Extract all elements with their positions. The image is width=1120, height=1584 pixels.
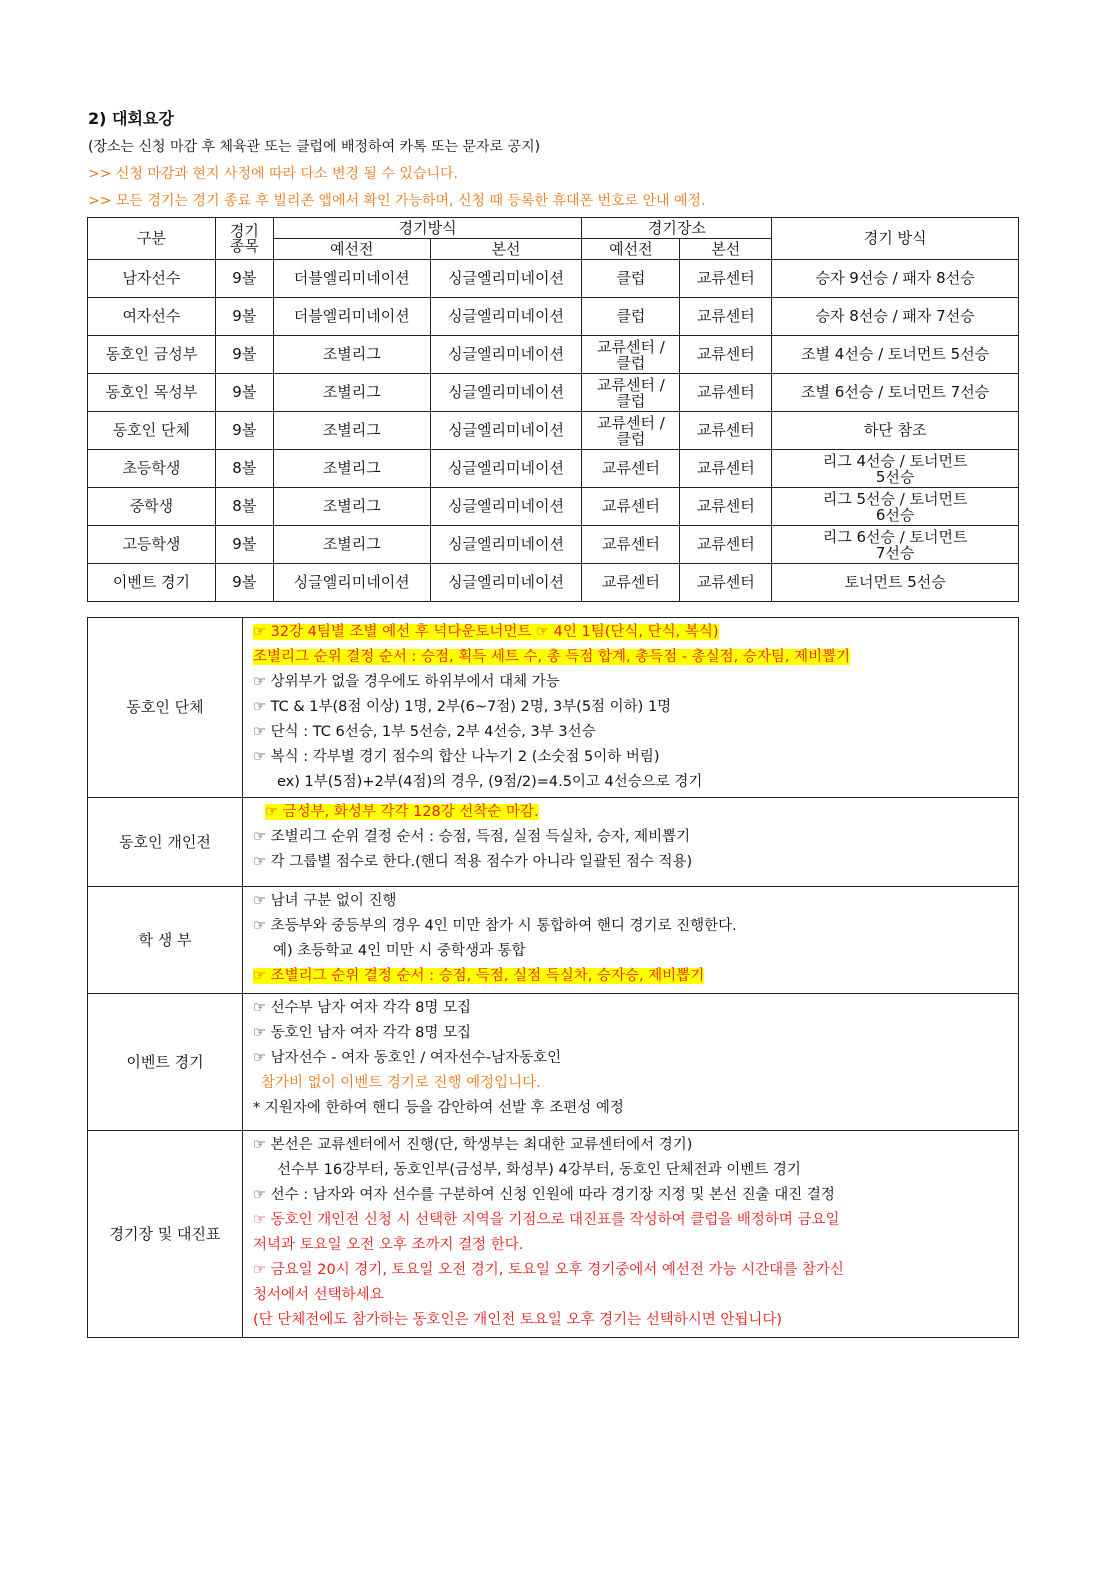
row-format: 조별 4선승 / 토너먼트 5선승 [772, 336, 1019, 374]
row-format: 토너먼트 5선승 [772, 564, 1019, 602]
venue-details [243, 1131, 1019, 1338]
event-line-5: * 지원자에 한하여 핸디 등을 감안하여 선발 후 조편성 예정 [253, 1100, 624, 1116]
row-format: 승자 8선승 / 패자 7선승 [772, 298, 1019, 336]
student-line-1: ☞ 남녀 구분 없이 진행 [253, 893, 397, 909]
row-category: 고등학생 [88, 526, 216, 564]
row-prelim-method: 조별리그 [273, 526, 430, 564]
row-prelim-venue: 교류센터 / 클럽 [582, 412, 680, 450]
team-line-1: ☞ 32강 4팀별 조별 예선 후 넉다운토너먼트 ☞ 4인 1팀(단식, 단식, 복식) [253, 624, 719, 640]
individual-line-2: ☞ 조별리그 순위 결정 순서 : 승점, 득점, 실점 득실차, 승자, 제비뽑기 [253, 829, 691, 845]
row-prelim-method: 조별리그 [273, 336, 430, 374]
venue-line-2: 선수부 16강부터, 동호인부(금성부, 화성부) 4강부터, 동호인 단체전과 이벤트 경기 [277, 1162, 801, 1178]
event-line-1: ☞ 선수부 남자 여자 각각 8명 모집 [253, 1000, 471, 1016]
table-row [88, 298, 1019, 336]
row-prelim-method: 조별리그 [273, 412, 430, 450]
row-final-venue: 교류센터 [680, 298, 772, 336]
individual-line-3: ☞ 각 그룹별 점수로 한다.(핸디 적용 점수가 아니라 일괄된 점수 적용) [253, 854, 693, 870]
table-row [88, 450, 1019, 488]
student-label: 학 생 부 [88, 887, 243, 994]
individual-line-1: ☞ 금성부, 화성부 각각 128강 선착순 마감. [265, 804, 539, 820]
row-prelim-method: 조별리그 [273, 488, 430, 526]
team-line-4: ☞ TC & 1부(8점 이상) 1명, 2부(6~7점) 2명, 3부(5점 이하) 1명 [253, 699, 672, 715]
row-ball: 9볼 [215, 374, 273, 412]
row-final-venue: 교류센터 [680, 526, 772, 564]
row-final-venue: 교류센터 [680, 450, 772, 488]
venue-label: 경기장 및 대진표 [88, 1131, 243, 1338]
venue-line-5: 저녁과 토요일 오전 오후 조까지 결정 한다. [253, 1237, 524, 1253]
team-line-5: ☞ 단식 : TC 6선승, 1부 5선승, 2부 4선승, 3부 3선승 [253, 724, 596, 740]
header-venue-prelim: 예선전 [582, 239, 680, 260]
student-line-3: 예) 초등학교 4인 미만 시 중학생과 통합 [273, 943, 526, 959]
venue-line-7: 청서에서 선택하세요 [253, 1287, 384, 1303]
row-prelim-method: 조별리그 [273, 374, 430, 412]
row-category: 초등학생 [88, 450, 216, 488]
venue-line-1: ☞ 본선은 교류센터에서 진행(단, 학생부는 최대한 교류센터에서 경기) [253, 1137, 693, 1153]
row-prelim-method: 더블엘리미네이션 [273, 298, 430, 336]
row-ball: 8볼 [215, 488, 273, 526]
table-row [88, 488, 1019, 526]
row-category: 이벤트 경기 [88, 564, 216, 602]
venue-notice: (장소는 신청 마감 후 체육관 또는 클럽에 배정하여 카톡 또는 문자로 공지) [88, 139, 541, 155]
row-prelim-method: 싱글엘리미네이션 [273, 564, 430, 602]
event-line-4: 참가비 없이 이벤트 경기로 진행 예정입니다. [261, 1075, 541, 1091]
row-category: 여자선수 [88, 298, 216, 336]
row-final-venue: 교류센터 [680, 260, 772, 298]
row-ball: 9볼 [215, 526, 273, 564]
row-final-method: 싱글엘리미네이션 [430, 564, 582, 602]
row-ball: 9볼 [215, 412, 273, 450]
row-final-method: 싱글엘리미네이션 [430, 450, 582, 488]
table-row [88, 564, 1019, 602]
row-format: 승자 9선승 / 패자 8선승 [772, 260, 1019, 298]
row-format: 하단 참조 [772, 412, 1019, 450]
team-line-2: 조별리그 순위 결정 순서 : 승점, 획득 세트 수, 총 득점 합계, 총득점 - 총실점, 승자팀, 제비뽑기 [253, 649, 851, 665]
header-method-prelim: 예선전 [273, 239, 430, 260]
app-notice: >> 모든 경기는 경기 종료 후 빌리존 앱에서 확인 가능하며, 신청 때 등록한 휴대폰 번호로 안내 예정. [88, 193, 706, 209]
row-category: 남자선수 [88, 260, 216, 298]
team-line-6: ☞ 복식 : 각부별 경기 점수의 합산 나누기 2 (소숫점 5이하 버림) [253, 749, 660, 765]
row-format: 리그 5선승 / 토너먼트 6선승 [772, 488, 1019, 526]
row-ball: 9볼 [215, 336, 273, 374]
schedule-table [87, 217, 1019, 602]
header-category: 구분 [88, 218, 216, 260]
table-row [88, 374, 1019, 412]
change-notice: >> 신청 마감과 현지 사정에 따라 다소 변경 될 수 있습니다. [88, 166, 458, 182]
header-method: 경기방식 [273, 218, 582, 239]
row-final-venue: 교류센터 [680, 564, 772, 602]
table-row [88, 526, 1019, 564]
team-details [243, 618, 1019, 798]
venue-line-6: ☞ 금요일 20시 경기, 토요일 오전 경기, 토요일 오후 경기중에서 예선전 가능 시간대를 참가신 [253, 1262, 844, 1278]
row-final-venue: 교류센터 [680, 374, 772, 412]
row-final-method: 싱글엘리미네이션 [430, 374, 582, 412]
team-line-7: ex) 1부(5점)+2부(4점)의 경우, (9점/2)=4.5이고 4선승으로 경기 [277, 774, 703, 790]
row-prelim-venue: 교류센터 [582, 526, 680, 564]
header-venue-final: 본선 [680, 239, 772, 260]
row-final-method: 싱글엘리미네이션 [430, 488, 582, 526]
row-prelim-venue: 교류센터 / 클럽 [582, 374, 680, 412]
header-event: 경기 종목 [215, 218, 273, 260]
row-prelim-venue: 교류센터 [582, 564, 680, 602]
table-row [88, 336, 1019, 374]
row-final-venue: 교류센터 [680, 412, 772, 450]
row-final-method: 싱글엘리미네이션 [430, 260, 582, 298]
event-line-3: ☞ 남자선수 - 여자 동호인 / 여자선수-남자동호인 [253, 1050, 562, 1066]
section-title: 2) 대회요강 [88, 109, 174, 128]
header-venue: 경기장소 [582, 218, 772, 239]
row-final-method: 싱글엘리미네이션 [430, 298, 582, 336]
team-label: 동호인 단체 [88, 618, 243, 798]
venue-line-4: ☞ 동호인 개인전 신청 시 선택한 지역을 기점으로 대진표를 작성하여 클럽을 배정하며 금요일 [253, 1212, 840, 1228]
row-final-venue: 교류센터 [680, 336, 772, 374]
row-category: 동호인 단체 [88, 412, 216, 450]
row-category: 동호인 목성부 [88, 374, 216, 412]
event-details [243, 994, 1019, 1131]
table-row [88, 412, 1019, 450]
student-line-2: ☞ 초등부와 중등부의 경우 4인 미만 참가 시 통합하여 핸디 경기로 진행한다. [253, 918, 737, 934]
row-prelim-method: 조별리그 [273, 450, 430, 488]
individual-details [243, 798, 1019, 887]
row-prelim-method: 더블엘리미네이션 [273, 260, 430, 298]
row-final-method: 싱글엘리미네이션 [430, 412, 582, 450]
row-ball: 9볼 [215, 260, 273, 298]
row-category: 중학생 [88, 488, 216, 526]
row-prelim-venue: 교류센터 [582, 450, 680, 488]
event-label: 이벤트 경기 [88, 994, 243, 1131]
header-method-final: 본선 [430, 239, 582, 260]
venue-line-3: ☞ 선수 : 남자와 여자 선수를 구분하여 신청 인원에 따라 경기장 지정 및 본선 진출 대진 결정 [253, 1187, 835, 1203]
row-ball: 8볼 [215, 450, 273, 488]
row-prelim-venue: 클럽 [582, 260, 680, 298]
details-table [87, 617, 1019, 1338]
team-line-3: ☞ 상위부가 없을 경우에도 하위부에서 대체 가능 [253, 674, 560, 690]
row-format: 리그 4선승 / 토너먼트 5선승 [772, 450, 1019, 488]
individual-label: 동호인 개인전 [88, 798, 243, 887]
row-ball: 9볼 [215, 564, 273, 602]
row-final-venue: 교류센터 [680, 488, 772, 526]
student-details [243, 887, 1019, 994]
row-final-method: 싱글엘리미네이션 [430, 336, 582, 374]
row-prelim-venue: 클럽 [582, 298, 680, 336]
student-line-4: ☞ 조별리그 순위 결정 순서 : 승점, 득점, 실점 득실차, 승자승, 제비뽑기 [253, 968, 705, 984]
venue-line-8: (단 단체전에도 참가하는 동호인은 개인전 토요일 오후 경기는 선택하시면 안됩니다) [253, 1312, 783, 1328]
row-format: 리그 6선승 / 토너먼트 7선승 [772, 526, 1019, 564]
row-prelim-venue: 교류센터 [582, 488, 680, 526]
table-row [88, 260, 1019, 298]
row-category: 동호인 금성부 [88, 336, 216, 374]
event-line-2: ☞ 동호인 남자 여자 각각 8명 모집 [253, 1025, 471, 1041]
row-ball: 9볼 [215, 298, 273, 336]
header-format: 경기 방식 [772, 218, 1019, 260]
row-final-method: 싱글엘리미네이션 [430, 526, 582, 564]
row-prelim-venue: 교류센터 / 클럽 [582, 336, 680, 374]
row-format: 조별 6선승 / 토너먼트 7선승 [772, 374, 1019, 412]
